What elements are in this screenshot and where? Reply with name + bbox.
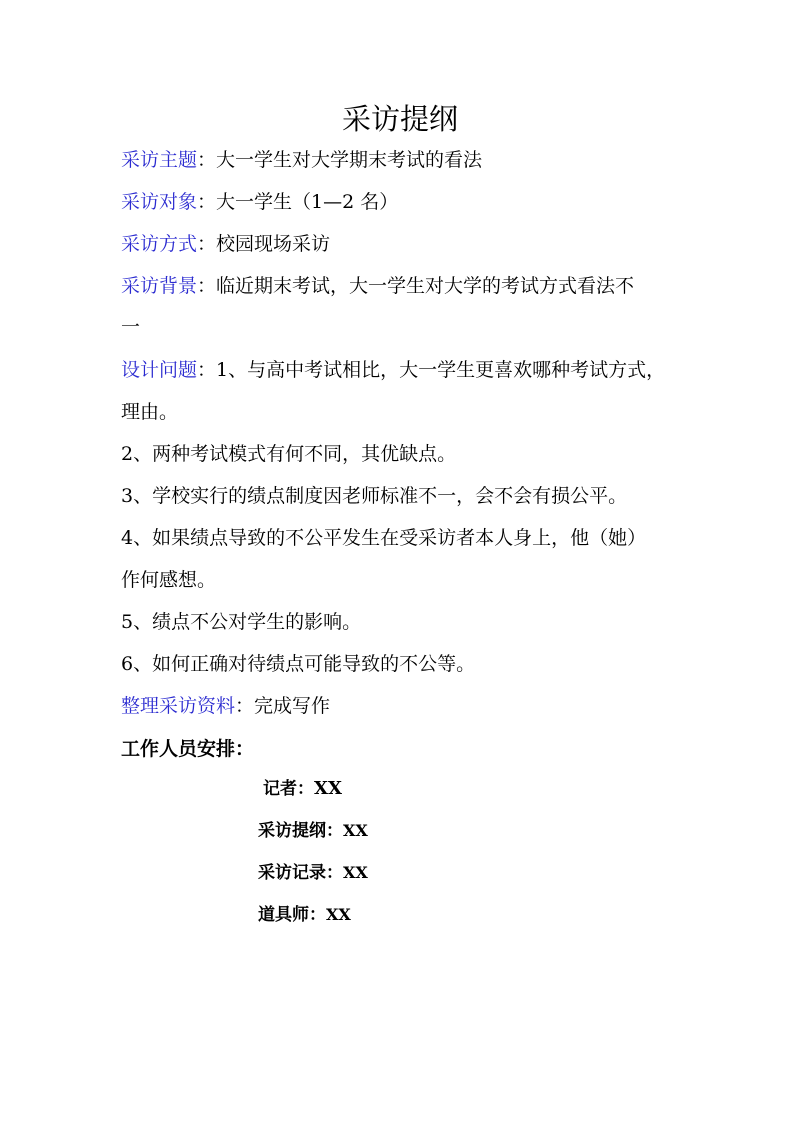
background-line [121,272,634,300]
separator: ： [235,695,255,717]
target-line [121,188,398,216]
staff-reporter-label: 记者： [263,779,314,799]
separator: ： [197,191,217,213]
topic-value: 大一学生对大学期末考试的看法 [216,149,483,171]
method-line [121,230,330,258]
staff-record [258,860,368,886]
question-4-cont: 作何感想。 [121,569,217,591]
organize-value: 完成写作 [254,695,331,717]
organize-label: 整理采访资料 [121,695,236,717]
staff-outline-label: 采访提纲： [258,821,343,841]
topic-label: 采访主题 [121,149,198,171]
staff-reporter [263,776,342,802]
design-label: 设计问题 [121,359,198,381]
background-line-cont: 一 [121,316,141,338]
question-4: 4、如果绩点导致的不公平发生在受采访者本人身上，他（她） [121,527,647,549]
organize-line [121,692,330,720]
background-label: 采访背景 [121,275,198,297]
staff-props-label: 道具师： [258,905,326,925]
target-label: 采访对象 [121,191,198,213]
staff-outline-value: XX [343,821,368,840]
staff-outline [258,818,368,844]
separator: ： [197,275,217,297]
staff-record-value: XX [343,863,368,882]
question-3: 3、学校实行的绩点制度因老师标准不一，会不会有损公平。 [121,485,628,507]
design-line-cont: 理由。 [121,401,179,423]
design-line [121,356,665,384]
page-title: 采访提纲 [341,102,458,136]
question-2: 2、两种考试模式有何不同，其优缺点。 [121,443,457,465]
method-label: 采访方式 [121,233,198,255]
staff-props [258,902,351,928]
design-value: 1、与高中考试相比，大一学生更喜欢哪种考试方式， [216,359,666,381]
method-value: 校园现场采访 [216,233,331,255]
separator: ： [197,359,217,381]
staff-heading: 工作人员安排： [121,738,255,760]
separator: ： [197,149,217,171]
staff-record-label: 采访记录： [258,863,343,883]
staff-props-value: XX [326,905,351,924]
question-5: 5、绩点不公对学生的影响。 [121,611,362,633]
separator: ： [197,233,217,255]
background-value: 临近期末考试，大一学生对大学的考试方式看法不 [216,275,635,297]
question-6: 6、如何正确对待绩点可能导致的不公等。 [121,653,476,675]
topic-line [121,146,482,174]
target-value: 大一学生（1—2 名） [216,191,399,213]
staff-reporter-value: XX [314,778,342,799]
